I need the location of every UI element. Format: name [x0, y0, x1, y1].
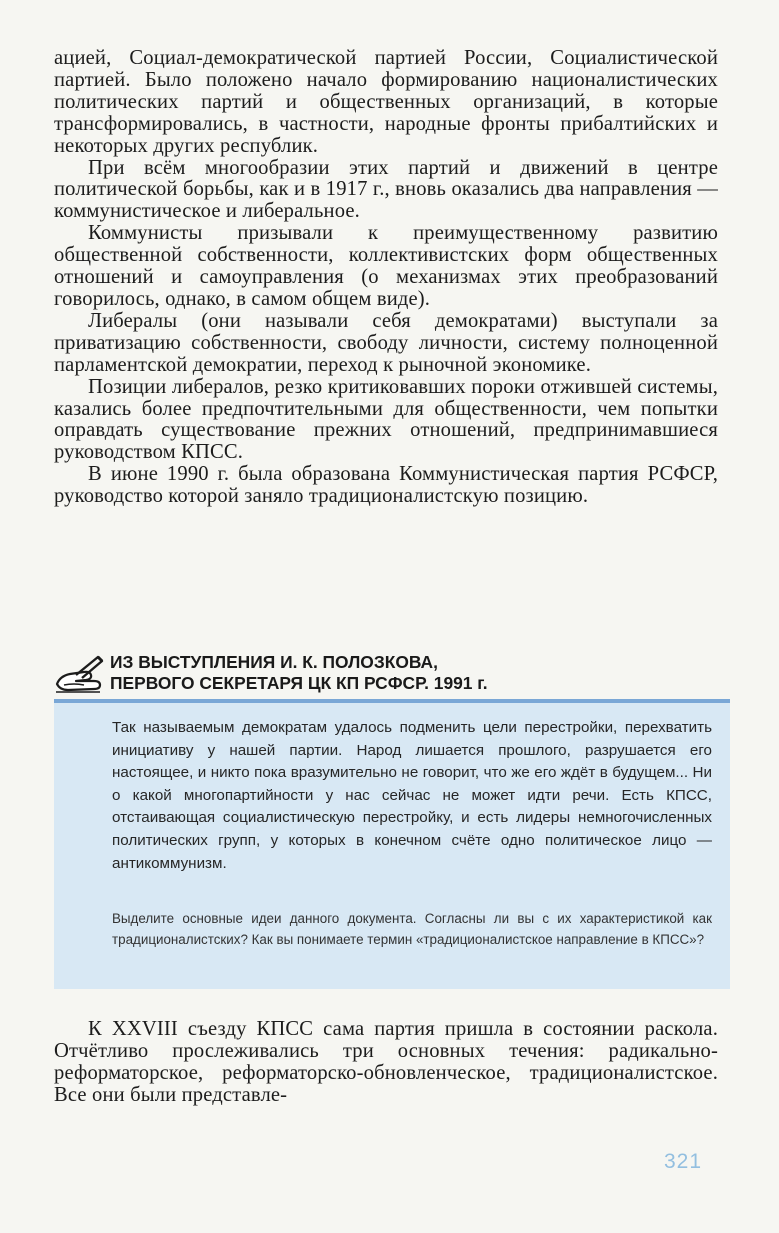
document-question: Выделите основные идеи данного документа. Согласны ли вы с их характеристикой как традиционалистских? Как вы понимаете термин «традиционалистское направление в КПСС»? [112, 911, 712, 947]
document-header [54, 650, 730, 700]
document-title [110, 652, 730, 694]
paragraph: К XXVIII съезду КПСС сама партия пришла в состоянии раскола. Отчётливо прослеживались три основных течения: радикально-реформаторское, реформаторско-обновленческое, традиционалистское. Все они были представле- [54, 1018, 718, 1106]
paragraph: При всём многообразии этих партий и движений в центре политической борьбы, как и в 1917 г., вновь оказались два направления — коммунистическое и либеральное. [54, 156, 718, 223]
paragraph: ацией, Социал-демократической партией России, Социалистической партией. Было положено начало формированию националистических политических партий и общественных организаций, в которые трансформировались, в частности, народные фронты прибалтийских и некоторых других республик. [54, 47, 718, 157]
paragraph: В июне 1990 г. была образована Коммунистическая партия РСФСР, руководство которой заняло традиционалистскую позицию. [54, 463, 718, 508]
page-number: 321 [664, 1150, 703, 1173]
paragraph: Коммунисты призывали к преимущественному развитию общественной собственности, коллективистских форм общественных отношений и самоуправления (о механизмах этих преобразований говорилось, однако, в самом общем виде). [54, 222, 718, 310]
main-text-top [54, 48, 718, 508]
document-title-line: ПЕРВОГО СЕКРЕТАРЯ ЦК КП РСФСР. 1991 г. [110, 673, 488, 693]
writing-hand-icon [54, 654, 104, 694]
document-box [54, 703, 730, 989]
main-text-bottom [54, 1019, 718, 1107]
paragraph: Либералы (они называли себя демократами) выступали за приватизацию собственности, свободу личности, систему полноценной парламентской демократии, переход к рыночной экономике. [54, 309, 718, 376]
document-quote: Так называемым демократам удалось подменить цели перестройки, перехватить инициативу у нашей партии. Народ лишается прошлого, разрушается его настоящее, и никто пока вразумительно не говорит, что же его ждёт в будущем... Ни о какой многопартийности у нас сейчас не может идти речи. Есть КПСС, отстаивающая социалистическую перестройку, и есть лидеры немногочисленных политических групп, у которых в конечном счёте одно политическое лицо — антикоммунизм. [112, 719, 712, 872]
paragraph: Позиции либералов, резко критиковавших пороки отжившей системы, казались более предпочтительными для общественности, чем попытки оправдать существование прежних отношений, предпринимавшиеся руководством КПСС. [54, 375, 718, 464]
document-title-line: ИЗ ВЫСТУПЛЕНИЯ И. К. ПОЛОЗКОВА, [110, 652, 438, 672]
